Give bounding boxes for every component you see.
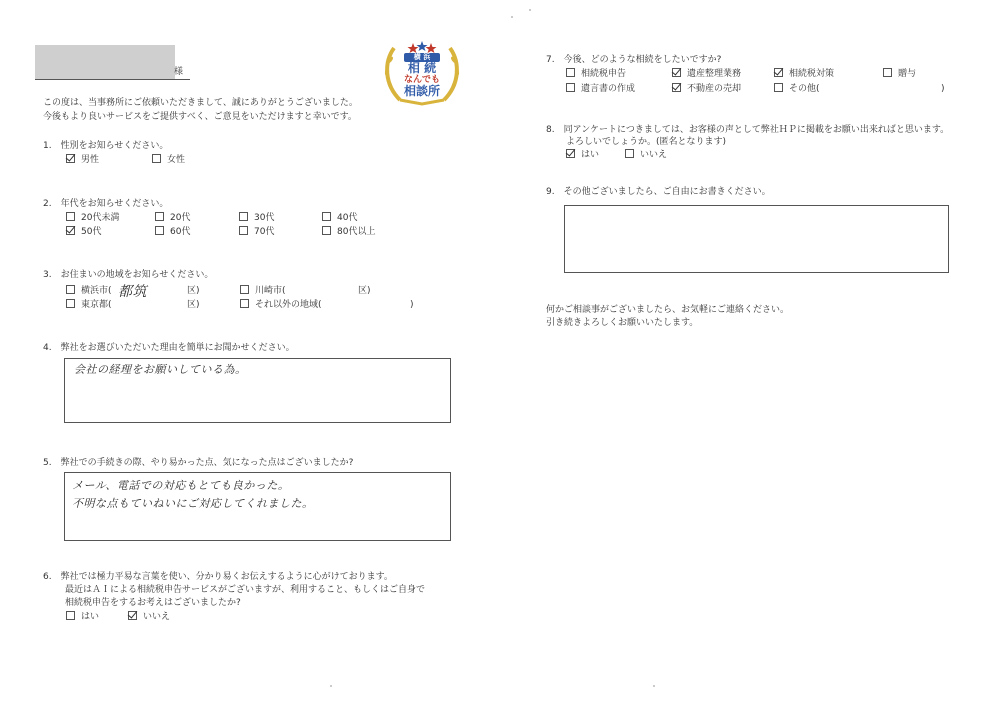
q7-other-suffix: ) <box>941 84 945 94</box>
q3-other-suffix: ) <box>410 300 414 310</box>
q6-option-no[interactable]: いいえ <box>128 611 170 623</box>
q4-question: 4. 弊社をお選びいただいた理由を簡単にお聞かせください。 <box>43 343 295 353</box>
checkbox-checked-icon <box>672 83 681 92</box>
checkbox-checked-icon <box>672 68 681 77</box>
scan-speck <box>330 685 332 687</box>
checkbox-icon <box>239 212 248 221</box>
q2-option-40s[interactable]: 40代 <box>322 212 357 224</box>
company-logo <box>382 40 462 106</box>
checkbox-checked-icon <box>66 226 75 235</box>
q5-answer-line-1: メール、電話での対応もとても良かった。 <box>72 479 290 492</box>
q7-option-other[interactable]: その他( <box>774 83 820 95</box>
q2-option-80plus[interactable]: 80代以上 <box>322 226 375 238</box>
q5-question: 5. 弊社での手続きの際、やり易かった点、気になった点はございましたか? <box>43 458 354 468</box>
checkbox-icon <box>774 83 783 92</box>
scan-speck <box>511 16 513 18</box>
q8-option-no[interactable]: いいえ <box>625 149 667 161</box>
checkbox-checked-icon <box>128 611 137 620</box>
q2-option-under20[interactable]: 20代未満 <box>66 212 119 224</box>
q8-option-yes[interactable]: はい <box>566 149 599 161</box>
checkbox-icon <box>566 83 575 92</box>
honorific: 様 <box>174 67 184 77</box>
checkbox-icon <box>322 212 331 221</box>
logo-line-2: なんでも <box>403 75 440 85</box>
q3-question: 3. お住まいの地域をお知らせください。 <box>43 270 214 280</box>
redacted-name <box>35 45 175 79</box>
footer-line-2: 引き続きよろしくお願いいたします。 <box>546 318 699 328</box>
q7-option-estate-settlement[interactable]: 遺産整理業務 <box>672 68 741 80</box>
q7-question: 7. 今後、どのような相続をしたいですか? <box>546 55 722 65</box>
checkbox-icon <box>152 154 161 163</box>
checkbox-icon <box>66 299 75 308</box>
name-underline <box>35 79 190 80</box>
q9-answer-box[interactable] <box>564 205 949 273</box>
q3-yokohama-suffix: 区) <box>187 286 200 296</box>
logo-line-1: 相 続 <box>407 61 437 75</box>
checkbox-icon <box>66 611 75 620</box>
q7-option-tax-planning[interactable]: 相続税対策 <box>774 68 834 80</box>
scan-speck <box>529 9 531 11</box>
checkbox-icon <box>566 68 575 77</box>
q9-question: 9. その他ございましたら、ご自由にお書きください。 <box>546 187 771 197</box>
q2-option-60s[interactable]: 60代 <box>155 226 190 238</box>
q8-line-1: 8. 同アンケートにつきましては、お客様の声として弊社ＨＰに掲載をお願い出来ればと思います。 <box>546 125 950 135</box>
intro-line-2: 今後もより良いサービスをご提供すべく、ご意見をいただけますと幸いです。 <box>43 112 357 122</box>
q7-option-will[interactable]: 遺言書の作成 <box>566 83 635 95</box>
q6-option-yes[interactable]: はい <box>66 611 99 623</box>
q7-option-tax-filing[interactable]: 相続税申告 <box>566 68 626 80</box>
q1-question: 1. 性別をお知らせください。 <box>43 141 169 151</box>
checkbox-icon <box>322 226 331 235</box>
q1-option-female[interactable]: 女性 <box>152 154 185 166</box>
q6-line-1: 6. 弊社では極力平易な言葉を使い、分かり易くお伝えするように心がけております。 <box>43 572 393 582</box>
q2-option-50s[interactable]: 50代 <box>66 226 101 238</box>
q1-option-male[interactable]: 男性 <box>66 154 99 166</box>
checkbox-icon <box>625 149 634 158</box>
q2-option-70s[interactable]: 70代 <box>239 226 274 238</box>
q3-option-yokohama[interactable]: 横浜市( <box>66 285 112 297</box>
checkbox-icon <box>240 299 249 308</box>
q7-option-real-estate-sale[interactable]: 不動産の売却 <box>672 83 741 95</box>
checkbox-icon <box>155 212 164 221</box>
checkbox-icon <box>66 212 75 221</box>
q3-tokyo-suffix: 区) <box>187 300 200 310</box>
q3-option-other[interactable]: それ以外の地域( <box>240 299 322 311</box>
q3-option-kawasaki[interactable]: 川崎市( <box>240 285 286 297</box>
q2-option-20s[interactable]: 20代 <box>155 212 190 224</box>
checkbox-checked-icon <box>774 68 783 77</box>
q4-answer-text: 会社の経理をお願いしている為。 <box>74 363 247 376</box>
q3-option-tokyo[interactable]: 東京都( <box>66 299 112 311</box>
checkbox-icon <box>155 226 164 235</box>
checkbox-icon <box>240 285 249 294</box>
logo-top-text: 横 浜 <box>413 53 431 61</box>
intro-line-1: この度は、当事務所にご依頼いただきまして、誠にありがとうございました。 <box>43 98 358 108</box>
checkbox-icon <box>883 68 892 77</box>
q2-question: 2. 年代をお知らせください。 <box>43 199 169 209</box>
q6-line-2: 最近はＡＩによる相続税申告サービスがございますが、利用すること、もしくはご自身で <box>65 585 426 595</box>
checkbox-icon <box>66 285 75 294</box>
checkbox-checked-icon <box>566 149 575 158</box>
scan-speck <box>653 685 655 687</box>
checkbox-icon <box>239 226 248 235</box>
q5-answer-line-2: 不明な点もていねいにご対応してくれました。 <box>72 497 314 510</box>
q7-option-gift[interactable]: 贈与 <box>883 68 916 80</box>
checkbox-checked-icon <box>66 154 75 163</box>
q8-line-2: よろしいでしょうか。(匿名となります) <box>566 137 727 147</box>
logo-line-3: 相談所 <box>403 84 440 98</box>
footer-line-1: 何かご相談事がございましたら、お気軽にご連絡ください。 <box>546 305 790 315</box>
q2-option-30s[interactable]: 30代 <box>239 212 274 224</box>
q6-line-3: 相続税申告をするお考えはございましたか? <box>65 598 241 608</box>
q3-yokohama-ward-answer[interactable]: 都筑 <box>118 284 147 300</box>
q3-kawasaki-suffix: 区) <box>358 286 371 296</box>
